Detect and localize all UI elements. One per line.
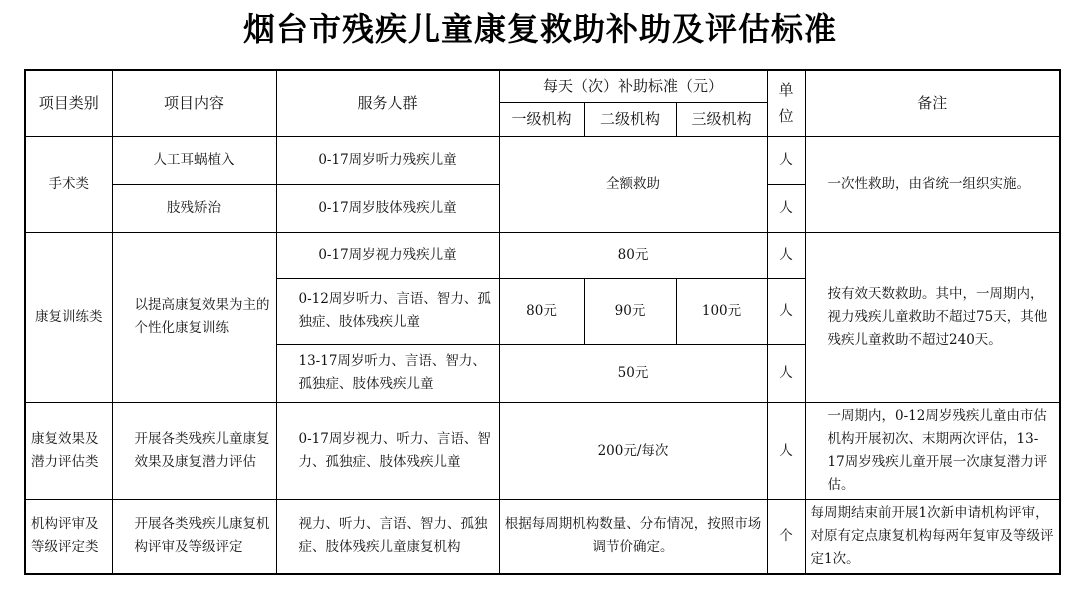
header-unit: 单位: [767, 70, 805, 136]
header-content: 项目内容: [112, 70, 276, 136]
table-row: [25, 232, 1060, 278]
unit-cell: 人: [767, 344, 805, 402]
remark-cell: 按有效天数救助。其中，一周期内，视力残疾儿童救助不超过75天，其他残疾儿童救助不超过240天。: [805, 232, 1060, 402]
subsidy-cell: 全额救助: [499, 136, 767, 232]
group-cell: 0-17周岁听力残疾儿童: [276, 136, 499, 184]
content-cell: 开展各类残疾儿童康复效果及康复潜力评估: [112, 402, 276, 499]
unit-cell: 人: [767, 184, 805, 232]
content-cell: 肢残矫治: [112, 184, 276, 232]
remark-cell: 一次性救助，由省统一组织实施。: [805, 136, 1060, 232]
group-cell: 视力、听力、言语、智力、孤独症、肢体残疾儿童康复机构: [276, 499, 499, 574]
header-subsidy: 每天（次）补助标准（元）: [499, 70, 767, 102]
header-category: 项目类别: [25, 70, 112, 136]
table-row: [25, 136, 1060, 184]
remark-cell: 每周期结束前开展1次新申请机构评审，对原有定点康复机构每两年复审及等级评定1次。: [805, 499, 1060, 574]
header-level2: 二级机构: [584, 102, 676, 136]
header-row-top: [25, 70, 1060, 102]
subsidy-level2-cell: 90元: [584, 278, 676, 344]
header-group: 服务人群: [276, 70, 499, 136]
subsidy-standard-table: [24, 69, 1061, 575]
table-row: [25, 499, 1060, 574]
remark-cell: 一周期内，0-12周岁残疾儿童由市估机构开展初次、末期两次评估，13-17周岁残疾儿童开展一次康复潜力评估。: [805, 402, 1060, 499]
table-row: [25, 402, 1060, 499]
group-cell: 0-17周岁视力、听力、言语、智力、孤独症、肢体残疾儿童: [276, 402, 499, 499]
header-level1: 一级机构: [499, 102, 584, 136]
subsidy-level3-cell: 100元: [676, 278, 767, 344]
group-cell: 13-17周岁听力、言语、智力、孤独症、肢体残疾儿童: [276, 344, 499, 402]
unit-cell: 个: [767, 499, 805, 574]
unit-cell: 人: [767, 402, 805, 499]
category-cell: 康复训练类: [25, 232, 112, 402]
subsidy-cell: 50元: [499, 344, 767, 402]
subsidy-cell: 根据每周期机构数量、分布情况，按照市场调节价确定。: [499, 499, 767, 574]
group-cell: 0-12周岁听力、言语、智力、孤独症、肢体残疾儿童: [276, 278, 499, 344]
subsidy-level1-cell: 80元: [499, 278, 584, 344]
content-cell: 开展各类残疾儿康复机构评审及等级评定: [112, 499, 276, 574]
page-title: 烟台市残疾儿童康复救助补助及评估标准: [242, 10, 837, 48]
unit-cell: 人: [767, 232, 805, 278]
category-cell: 康复效果及潜力评估类: [25, 402, 112, 499]
subsidy-cell: 200元/每次: [499, 402, 767, 499]
unit-cell: 人: [767, 278, 805, 344]
group-cell: 0-17周岁肢体残疾儿童: [276, 184, 499, 232]
subsidy-cell: 80元: [499, 232, 767, 278]
content-cell: 以提高康复效果为主的个性化康复训练: [112, 232, 276, 402]
header-level3: 三级机构: [676, 102, 767, 136]
category-cell: 手术类: [25, 136, 112, 232]
header-remark: 备注: [805, 70, 1060, 136]
group-cell: 0-17周岁视力残疾儿童: [276, 232, 499, 278]
content-cell: 人工耳蜗植入: [112, 136, 276, 184]
unit-cell: 人: [767, 136, 805, 184]
category-cell: 机构评审及等级评定类: [25, 499, 112, 574]
